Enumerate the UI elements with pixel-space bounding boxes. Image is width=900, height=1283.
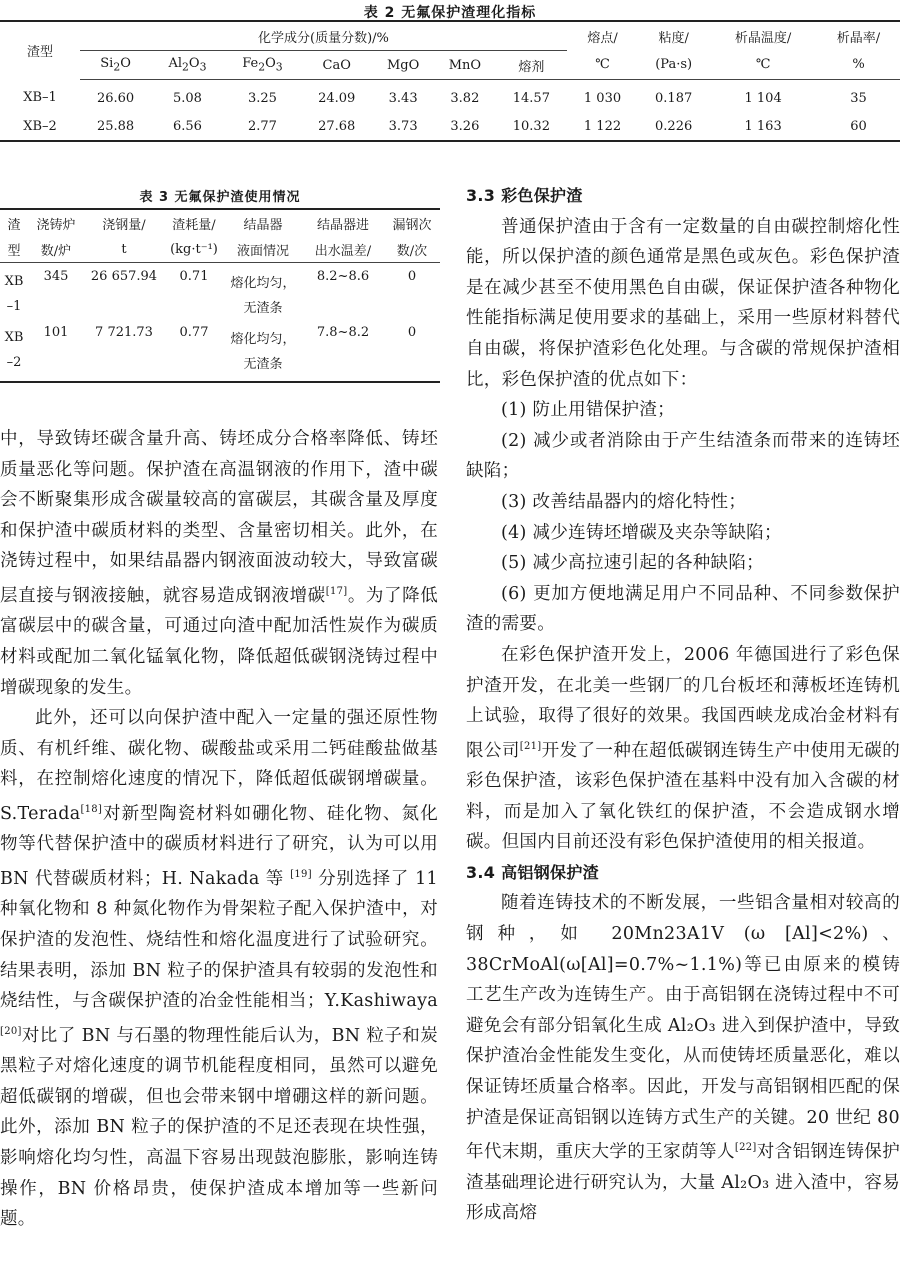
table-cell: 1 104	[744, 90, 782, 106]
col-crystal-temp-unit: ℃	[709, 51, 817, 80]
table-cell: 3.82	[450, 90, 480, 106]
table-cell: 345	[43, 269, 69, 284]
table-cell: 6.56	[172, 118, 202, 134]
table-row	[0, 319, 440, 350]
table-cell: 10.32	[512, 118, 550, 134]
col-al2o3: $Al_2O_3$	[151, 51, 224, 80]
table-cell: 35	[850, 90, 867, 106]
table2	[0, 20, 900, 142]
col-crystal-rate-unit: %	[817, 51, 900, 80]
col-slag-type: 渣型	[26, 45, 53, 61]
table-row	[0, 80, 900, 113]
col-breakouts-2: 数/次	[384, 236, 440, 263]
citation: [18]	[80, 803, 103, 815]
table-cell: 无渣条	[243, 301, 283, 316]
table-cell: 1 030	[583, 90, 622, 106]
paragraph: 随着连铸技术的不断发展，一些铝含量相对较高的钢种，如 20Mn23A1V (ω [Al]<2%)、38CrMoAl(ω[Al]=0.7%~1.1%)等已由原来的模铸工艺生产改为连铸生产。由于高铝钢在浇铸过程中不可避免会有部分铝氧化生成 Al₂O₃ 进入到保护渣中，导致保护渣冶金性能发生变化，从而使铸坯质量恶化，难以保证铸坯质量合格率。因此，开发与高铝钢相匹配的保护渣是保证高铝钢以连铸方式生产的关键。20 世纪 80 年代末期，重庆大学的王家荫等人[22]对含铝钢连铸保护渣基础理论进行研究认为，大量 Al₂O₃ 进入渣中，容易形成高熔	[466, 893, 900, 1224]
list-item: (6) 更加方便地满足用户不同品种、不同参数保护渣的需要。	[466, 583, 900, 635]
table-cell: 3.73	[388, 118, 418, 134]
list-item: (5) 减少高拉速引起的各种缺陷；	[501, 553, 764, 574]
col-slag-consumption-2: (kg·t⁻¹)	[164, 236, 224, 263]
citation: [19]	[290, 868, 312, 880]
table-row	[0, 263, 440, 295]
col-viscosity-unit: (Pa·s)	[638, 51, 709, 80]
col-heats-2: 数/炉	[28, 236, 84, 263]
table-cell: 26 657.94	[90, 269, 158, 284]
table-cell: 1 163	[744, 118, 782, 134]
col-mno: MnO	[434, 51, 496, 80]
table-cell: XB	[4, 330, 24, 345]
table-cell: 25.88	[96, 118, 135, 134]
citation: [20]	[0, 1025, 22, 1037]
table-cell: 0.77	[179, 325, 209, 340]
table-cell: –2	[6, 355, 22, 370]
table-cell: 101	[43, 325, 69, 340]
table-cell: 60	[850, 118, 867, 134]
col-cao: CaO	[301, 51, 372, 80]
col-crystal-temp: 析晶温度/	[734, 30, 792, 46]
col-mold-level: 结晶器	[243, 217, 283, 233]
col-water-temp-diff: 结晶器进	[316, 217, 369, 233]
table-cell: XB–1	[23, 90, 57, 106]
col-fe2o3: $Fe_2O_3$	[224, 51, 301, 80]
table-cell: 26.60	[96, 90, 135, 106]
paragraph: 中，导致铸坯碳含量升高、铸坯成分合格率降低、铸坯质量恶化等问题。保护渣在高温钢液的作用下，渣中碳会不断聚集形成含碳量较高的富碳层，其碳含量及厚度和保护渣中碳质材料的类型、含量密切相关。此外，在浇铸过程中，如果结晶器内钢液面波动较大，导致富碳层直接与钢液接触，就容易造成钢液增碳[17]。为了降低富碳层中的碳含量，可通过向渣中配加活性炭作为碳质材料或配加二氧化锰氧化物，降低超低碳钢浇铸过程中增碳现象的发生。	[0, 429, 439, 698]
col-water-temp-diff-2: 出水温差/	[302, 236, 384, 263]
table-cell: 熔化均匀，	[230, 332, 296, 347]
table-cell: 5.08	[172, 90, 202, 106]
left-column	[0, 424, 438, 1235]
col-steel-amount: 浇钢量/	[102, 217, 146, 233]
table-cell: XB–2	[23, 118, 57, 134]
table-cell: –1	[6, 299, 22, 314]
table3	[0, 208, 440, 383]
col-heats: 浇铸炉	[36, 217, 76, 233]
col-melting-point-unit: ℃	[567, 51, 638, 80]
col-composition-group: 化学成分(质量分数)/%	[80, 21, 567, 51]
table-cell: 14.57	[512, 90, 550, 106]
table-cell: 3.25	[247, 90, 277, 106]
list-item: (3) 改善结晶器内的熔化特性；	[501, 491, 747, 512]
table-cell: 7.8~8.2	[316, 325, 370, 340]
table-cell: 24.09	[318, 90, 356, 106]
paragraph: 在彩色保护渣开发上，2006 年德国进行了彩色保护渣开发，在北美一些钢厂的几台板坯和薄板坯连铸机上试验，取得了很好的效果。我国西峡龙成冶金材料有限公司[21]开发了一种在超低碳钢连铸生产中使用无碳的彩色保护渣，该彩色保护渣在基料中没有加入含碳的材料，而是加入了氧化铁红的保护渣，不会造成钢水增碳。但国内目前还没有彩色保护渣使用的相关报道。	[466, 644, 900, 853]
section-heading-3-3: 3.3 彩色保护渣	[466, 186, 583, 205]
table-cell: 2.77	[247, 118, 277, 134]
table-cell: 0.226	[655, 118, 693, 134]
table-cell: XB	[4, 274, 24, 289]
table-cell: 0	[407, 325, 417, 340]
col-steel-amount-2: t	[84, 236, 164, 263]
table-row	[0, 112, 900, 141]
col-slag: 渣	[7, 217, 21, 233]
table-cell: 0	[407, 269, 417, 284]
col-slag-consumption: 渣耗量/	[172, 217, 216, 233]
list-item: (4) 减少连铸坯增碳及夹杂等缺陷；	[501, 522, 782, 543]
paragraph: 此外，还可以向保护渣中配入一定量的强还原性物质、有机纤维、碳化物、碳酸盐或采用二钙硅酸盐做基料，在控制熔化速度的情况下，降低超低碳钢增碳量。S.Terada[18]对新型陶瓷材料如硼化物、硅化物、氮化物等代替保护渣中的碳质材料进行了研究，认为可以用 BN 代替碳质材料；H. Nakada 等 [19] 分别选择了 11 种氧化物和 8 种氮化物作为骨架粒子配入保护渣中，对保护渣的发泡性、烧结性和熔化温度进行了试验研究。结果表明，添加 BN 粒子的保护渣具有较弱的发泡性和烧结性，与含碳保护渣的冶金性能相当；Y.Kashiwaya [20]对比了 BN 与石墨的物理性能后认为，BN 粒子和炭黑粒子对熔化速度的调节机能程度相同，虽然可以避免超低碳钢的增碳，但也会带来钢中增硼这样的新问题。此外，添加 BN 粒子的保护渣的不足还表现在块性强，影响熔化均匀性，高温下容易出现鼓泡膨胀，影响连铸操作，BN 价格昂贵，使保护渣成本增加等一些新问题。	[0, 708, 438, 1230]
col-sio2: $Si_2O$	[80, 51, 151, 80]
table-cell: 3.26	[450, 118, 480, 134]
table-cell: 0.71	[179, 269, 209, 284]
citation: [21]	[519, 740, 542, 752]
col-flux: 熔剂	[496, 51, 567, 80]
col-viscosity: 粘度/	[658, 30, 689, 46]
citation: [17]	[325, 585, 348, 597]
list-item: (1) 防止用错保护渣；	[501, 400, 675, 421]
paragraph: 普通保护渣由于含有一定数量的自由碳控制熔化性能，所以保护渣的颜色通常是黑色或灰色。彩色保护渣是在减少甚至不使用黑色自由碳，保证保护渣各种物化性能指标满足使用要求的基础上，采用一些原材料替代自由碳，将保护渣彩色化处理。与含碳的常规保护渣相比，彩色保护渣的优点如下：	[466, 216, 900, 390]
col-mgo: MgO	[372, 51, 434, 80]
citation: [22]	[734, 1142, 757, 1154]
list-item: (2) 减少或者消除由于产生结渣条而带来的连铸坯缺陷；	[466, 430, 900, 482]
table3-caption: 表 3 无氟保护渣使用情况	[139, 190, 301, 205]
col-crystal-rate: 析晶率/	[836, 30, 881, 46]
col-mold-level-2: 液面情况	[224, 236, 302, 263]
col-breakouts: 漏钢次	[392, 217, 432, 233]
section-heading-3-4: 3.4 高铝钢保护渣	[466, 862, 599, 882]
table-cell: 27.68	[318, 118, 356, 134]
table-cell: 1 122	[583, 118, 622, 134]
table-cell: 无渣条	[243, 357, 283, 372]
table2-caption: 表 2 无氟保护渣理化指标	[363, 5, 537, 21]
col-melting-point: 熔点/	[587, 30, 618, 46]
table-cell: 熔化均匀，	[230, 276, 296, 291]
table-cell: 8.2~8.6	[316, 269, 370, 284]
right-column	[466, 181, 900, 1229]
col-slag-2: 型	[0, 236, 28, 263]
table-cell: 7 721.73	[95, 325, 153, 340]
table-cell: 0.187	[655, 90, 693, 106]
table-cell: 3.43	[388, 90, 418, 106]
